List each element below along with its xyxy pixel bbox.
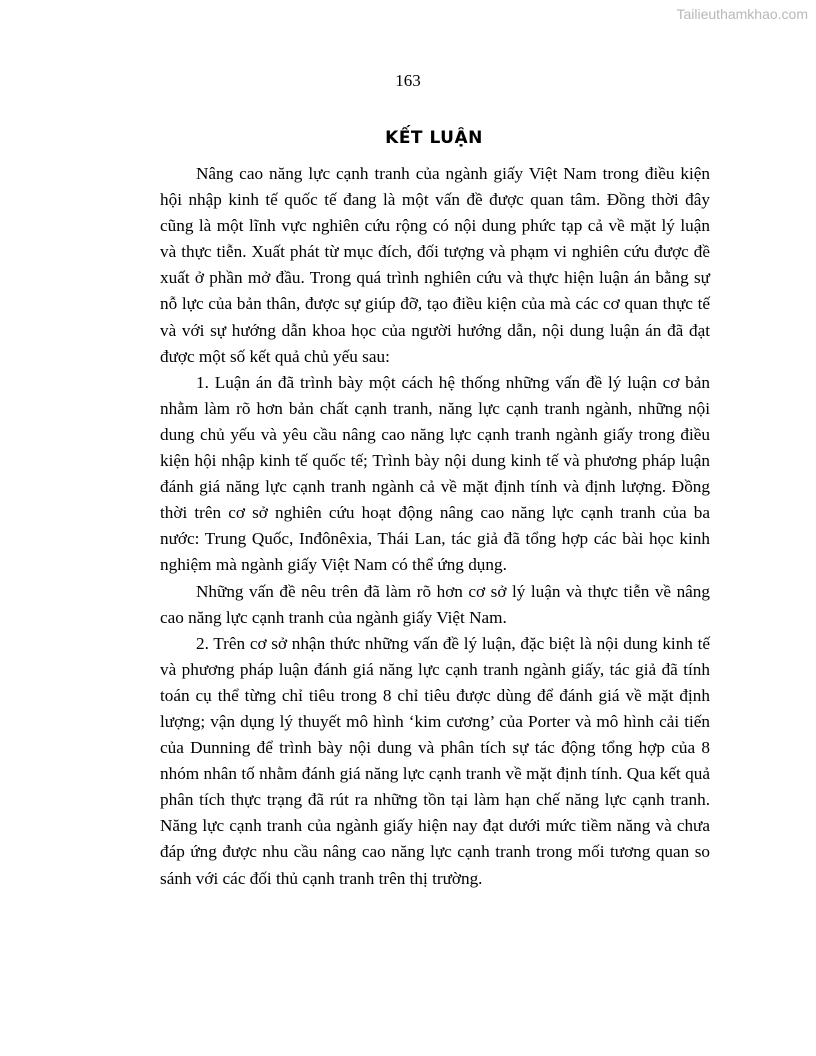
page-number: 163 <box>395 71 421 90</box>
watermark-text: Tailieuthamkhao.com <box>676 6 808 22</box>
paragraph: 2. Trên cơ sở nhận thức những vấn đề lý luận, đặc biệt là nội dung kinh tế và phương pháp luận đánh giá năng lực cạnh tranh ngành giấy, tác giả đã tính toán cụ thể từng chỉ tiêu trong 8 chỉ tiêu được dùng để đánh giá về mặt định lượng; vận dụng lý thuyết mô hình ‘kim cương’ của Porter và mô hình cải tiến của Dunning để trình bày nội dung và phân tích sự tác động tổng hợp của 8 nhóm nhân tố nhằm đánh giá năng lực cạnh tranh về mặt định tính. Qua kết quả phân tích thực trạng đã rút ra những tồn tại làm hạn chế năng lực cạnh tranh. Năng lực cạnh tranh của ngành giấy hiện nay đạt dưới mức tiềm năng và chưa đáp ứng được nhu cầu nâng cao năng lực cạnh tranh trong mối tương quan so sánh với các đối thủ cạnh tranh trên thị trường. <box>160 633 710 888</box>
body-text <box>160 161 710 892</box>
paragraph: Nâng cao năng lực cạnh tranh của ngành giấy Việt Nam trong điều kiện hội nhập kinh tế quốc tế đang là một vấn đề được quan tâm. Đồng thời đây cũng là một lĩnh vực nghiên cứu rộng có nội dung phức tạp cả về mặt lý luận và thực tiễn. Xuất phát từ mục đích, đối tượng và phạm vi nghiên cứu được đề xuất ở phần mở đầu. Trong quá trình nghiên cứu và thực hiện luận án bằng sự nỗ lực của bản thân, được sự giúp đỡ, tạo điều kiện của mà các cơ quan thực tế và với sự hướng dẫn khoa học của người hướng dẫn, nội dung luận án đã đạt được một số kết quả chủ yếu sau: <box>160 164 710 366</box>
paragraph: Những vấn đề nêu trên đã làm rõ hơn cơ sở lý luận và thực tiễn về nâng cao năng lực cạnh tranh của ngành giấy Việt Nam. <box>160 581 710 627</box>
page-title: KẾT LUẬN <box>385 128 483 148</box>
paragraph: 1. Luận án đã trình bày một cách hệ thống những vấn đề lý luận cơ bản nhằm làm rõ hơn bản chất cạnh tranh, năng lực cạnh tranh ngành, những nội dung chủ yếu và yêu cầu nâng cao năng lực cạnh tranh ngành giấy trong điều kiện hội nhập kinh tế quốc tế; Trình bày nội dung kinh tế và phương pháp luận đánh giá năng lực cạnh tranh ngành cả về mặt định tính và định lượng. Đồng thời trên cơ sở nghiên cứu hoạt động nâng cao năng lực cạnh tranh của ba nước: Trung Quốc, Inđônêxia, Thái Lan, tác giả đã tổng hợp các bài học kinh nghiệm mà ngành giấy Việt Nam có thể ứng dụng. <box>160 372 710 575</box>
